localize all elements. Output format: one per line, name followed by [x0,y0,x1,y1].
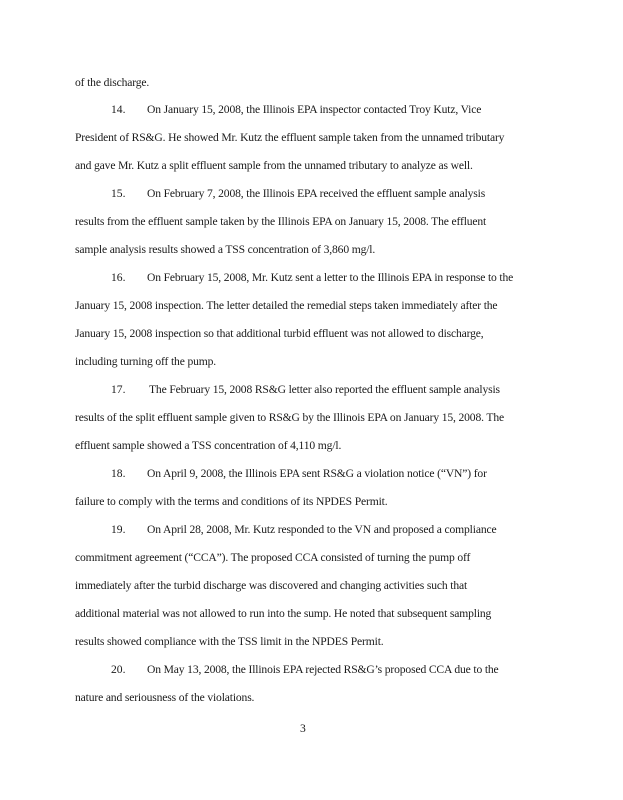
text-line: and gave Mr. Kutz a split effluent sample from the unnamed tributary to analyze as well. [75,159,473,172]
text-line: results of the split effluent sample given to RS&G by the Illinois EPA on January 15, 2008. The [75,411,504,424]
text-line: On April 9, 2008, the Illinois EPA sent RS&G a violation notice (“VN”) for [147,467,487,480]
paragraph-number: 17. [111,383,126,396]
text-line: results from the effluent sample taken by the Illinois EPA on January 15, 2008. The effluent [75,215,487,228]
text-line: effluent sample showed a TSS concentration of 4,110 mg/l. [75,439,342,452]
text-line: January 15, 2008 inspection so that additional turbid effluent was not allowed to discharge, [75,327,484,340]
paragraph-number: 15. [111,187,126,200]
text-line: The February 15, 2008 RS&G letter also reported the effluent sample analysis [149,383,500,396]
paragraph-number: 19. [111,523,126,536]
text-line: additional material was not allowed to run into the sump. He noted that subsequent sampling [75,607,492,620]
text-line: commitment agreement (“CCA”). The proposed CCA consisted of turning the pump off [75,551,471,564]
paragraph-number: 20. [111,663,126,676]
paragraph-number: 16. [111,271,126,284]
text-line: including turning off the pump. [75,355,217,368]
page-number: 3 [300,722,306,735]
text-line: On January 15, 2008, the Illinois EPA inspector contacted Troy Kutz, Vice [147,103,482,116]
text-line: President of RS&G. He showed Mr. Kutz the effluent sample taken from the unnamed tributary [75,131,505,144]
text-line: On April 28, 2008, Mr. Kutz responded to the VN and proposed a compliance [147,523,497,536]
text-line: sample analysis results showed a TSS concentration of 3,860 mg/l. [75,243,376,256]
text-line: failure to comply with the terms and conditions of its NPDES Permit. [75,495,388,508]
text-line: On February 7, 2008, the Illinois EPA received the effluent sample analysis [147,187,486,200]
text-line: On February 15, 2008, Mr. Kutz sent a letter to the Illinois EPA in response to the [147,271,514,284]
text-line: nature and seriousness of the violations. [75,691,255,704]
paragraph-number: 18. [111,467,126,480]
text-line: of the discharge. [75,76,150,89]
text-line: results showed compliance with the TSS limit in the NPDES Permit. [75,635,384,648]
text-line: January 15, 2008 inspection. The letter detailed the remedial steps taken immediately after the [75,299,498,312]
paragraph-number: 14. [111,103,126,116]
text-line: On May 13, 2008, the Illinois EPA rejected RS&G’s proposed CCA due to the [147,663,499,676]
text-line: immediately after the turbid discharge was discovered and changing activities such that [75,579,468,592]
